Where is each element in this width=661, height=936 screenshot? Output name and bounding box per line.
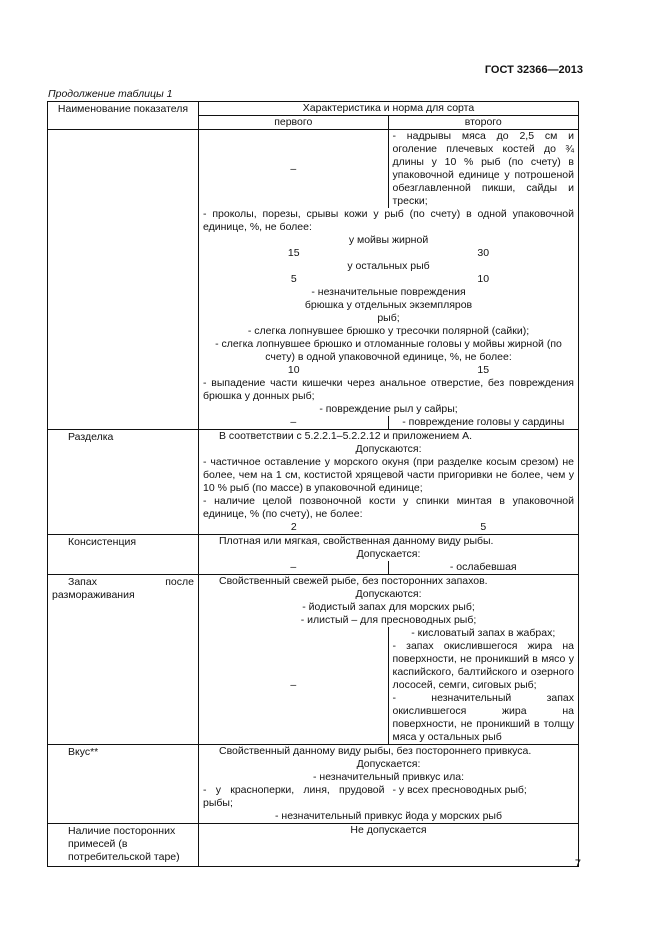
smell-line1: Свойственный свежей рыбе, без посторонних запахов. bbox=[219, 575, 488, 587]
smell-first-dash: – bbox=[199, 627, 389, 744]
others-second-value: 10 bbox=[477, 273, 490, 285]
smell-name-c: размораживания bbox=[52, 589, 135, 601]
capelin-label: у мойвы жирной bbox=[348, 234, 429, 246]
others-first-value: 5 bbox=[290, 273, 297, 285]
smell-line3: - йодистый запах для морских рыб; bbox=[302, 601, 475, 613]
capelin-first-value: 15 bbox=[287, 247, 300, 259]
table-row-damage bbox=[48, 129, 578, 429]
row-name-consistency: Консистенция bbox=[48, 535, 199, 574]
smell-name-b: после bbox=[165, 576, 194, 588]
table-row-impurities bbox=[48, 823, 578, 866]
razdelka-line1: В соответствии с 5.2.2.1–5.2.2.12 и приложением А. bbox=[219, 430, 473, 442]
taste-line2: Допускается: bbox=[356, 758, 421, 770]
row-name-impurities: Наличие посторонних примесей (в потребительской таре) bbox=[48, 824, 199, 866]
row-name-empty bbox=[48, 130, 199, 429]
taste-freshwater-some: - у красноперки, линя, прудовой рыбы; bbox=[203, 784, 385, 809]
impurities-value: Не допускается bbox=[350, 824, 427, 836]
gut-text: - выпадение части кишечки через анальное отверстие, без повреждения брюшка у донных рыб; bbox=[203, 377, 574, 402]
razdelka-line4: - наличие целой позвоночной кости у спинки минтая в упаковочной единице, % (по счету), не более: bbox=[203, 495, 574, 520]
standard-number: ГОСТ 32366—2013 bbox=[484, 64, 583, 76]
second-grade-tears: - надрывы мяса до 2,5 см и оголение плечевых костей до ¾ длины у 10 % рыб (по счету) в упаковочной единице у потрошеной обезглавленной пикши, сайды и трески; bbox=[392, 130, 574, 207]
table-continuation-caption: Продолжение таблицы 1 bbox=[48, 88, 173, 100]
smell-oxidized-salmon: - запах окислившегося жира на поверхности, не проникший в мясо у каспийского, балтийского и озерного лососей, семги, сиговых рыб; bbox=[392, 640, 574, 691]
row-name-smell bbox=[48, 575, 199, 744]
razdelka-second-value: 5 bbox=[480, 521, 487, 533]
belly-second-value: 15 bbox=[477, 364, 490, 376]
razdelka-line2: Допускаются: bbox=[355, 443, 422, 455]
smell-sour-gills: - кисловатый запах в жабрах; bbox=[411, 627, 556, 639]
capelin-second-value: 30 bbox=[477, 247, 490, 259]
taste-line1: Свойственный данному виду рыбы, без постороннего привкуса. bbox=[219, 745, 532, 757]
polar-cod-text: - слегка лопнувшее брюшко у тресочки полярной (сайки); bbox=[247, 325, 530, 337]
razdelka-first-value: 2 bbox=[290, 521, 297, 533]
row-name-razdelka: Разделка bbox=[48, 430, 199, 534]
sardine-text: - повреждение головы у сардины bbox=[402, 416, 565, 428]
page-number: 7 bbox=[574, 858, 581, 870]
header-grade-group bbox=[199, 102, 578, 129]
others-label: у остальных рыб bbox=[347, 260, 430, 272]
quality-table bbox=[47, 101, 579, 867]
taste-line3: - незначительный привкус ила: bbox=[312, 771, 464, 783]
table-row-razdelka bbox=[48, 429, 578, 534]
taste-line4: - незначительный привкус йода у морских рыб bbox=[275, 810, 502, 822]
razdelka-line3: - частичное оставление у морского окуня (при разделке косым срезом) не более, чем на 1 см, костистой хрящевой части пригоривки не более, чем у 10 % рыб (по массе) в упаковочной единице; bbox=[203, 456, 574, 494]
table-row-smell bbox=[48, 574, 578, 744]
header-grade-title: Характеристика и норма для сорта bbox=[302, 102, 475, 114]
belly-damage-text: - незначительные повреждения брюшка у отдельных экземпляров рыб; bbox=[304, 286, 473, 324]
consistency-first-value: – bbox=[199, 561, 389, 574]
table-row-taste bbox=[48, 744, 578, 823]
header-first-grade: первого bbox=[199, 116, 389, 129]
row-name-taste: Вкус** bbox=[48, 745, 199, 823]
table-header bbox=[48, 102, 578, 129]
table-row-consistency bbox=[48, 534, 578, 574]
consistency-line1: Плотная или мягкая, свойственная данному виду рыбы. bbox=[219, 535, 494, 547]
header-second-grade: второго bbox=[464, 116, 502, 128]
smell-line4: - илистый – для пресноводных рыб; bbox=[300, 614, 477, 626]
first-grade-dash-2: – bbox=[199, 416, 389, 429]
smell-oxidized-others: - незначительный запах окислившегося жира на поверхности, не проникший в толщу мяса у остальных рыб bbox=[392, 692, 574, 743]
header-indicator: Наименование показателя bbox=[48, 102, 199, 129]
punctures-text: - проколы, порезы, срывы кожи у рыб (по счету) в одной упаковочной единице, %, не более: bbox=[203, 208, 574, 233]
first-grade-dash: – bbox=[199, 130, 389, 208]
consistency-second-value: - ослабевшая bbox=[449, 561, 517, 573]
saury-text: - повреждение рыл у сайры; bbox=[319, 403, 458, 415]
capelin-belly-text: - слегка лопнувшее брюшко и отломанные головы у мойвы жирной (по счету) в одной упаковочной единице, %, не более: bbox=[215, 338, 562, 363]
consistency-line2: Допускается: bbox=[356, 548, 421, 560]
smell-line2: Допускаются: bbox=[355, 588, 422, 600]
taste-freshwater-all: - у всех пресноводных рыб; bbox=[392, 784, 527, 796]
belly-first-value: 10 bbox=[287, 364, 300, 376]
smell-name-a: Запах bbox=[68, 576, 97, 588]
